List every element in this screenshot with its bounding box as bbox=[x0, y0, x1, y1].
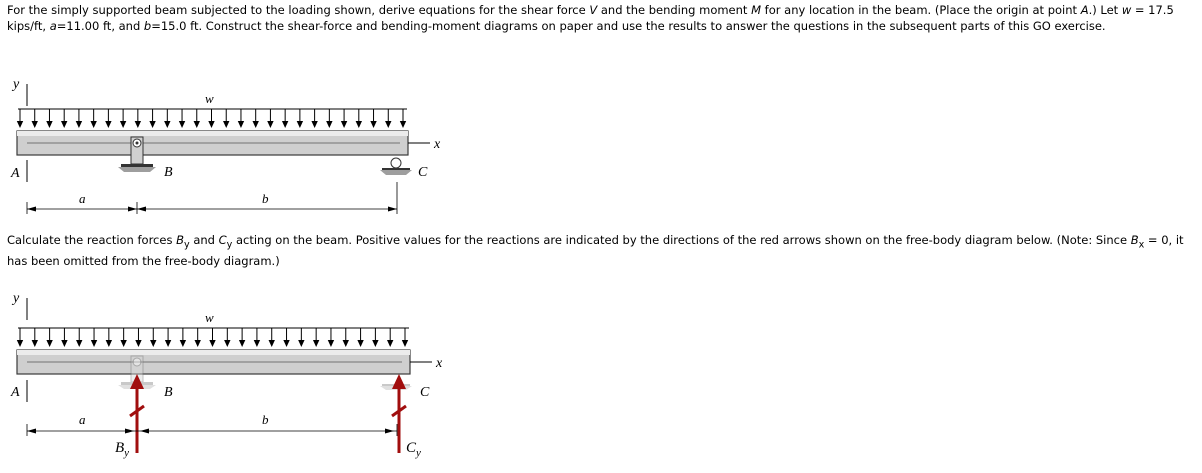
load-arrow-head bbox=[283, 340, 289, 347]
fbd-point-B-label: B bbox=[164, 385, 173, 400]
point-A-label: A bbox=[11, 166, 20, 181]
fbd-point-C-label: C bbox=[420, 385, 430, 400]
fbd-x-axis-label: x bbox=[436, 356, 443, 371]
load-arrow-head bbox=[252, 121, 258, 128]
var-V: V bbox=[589, 3, 598, 17]
load-arrow-head bbox=[357, 340, 363, 347]
load-arrow-head bbox=[17, 340, 23, 347]
load-arrow-head bbox=[254, 340, 260, 347]
load-arrow-head bbox=[313, 340, 319, 347]
distributed-load-arrows bbox=[17, 109, 406, 128]
var-a: a bbox=[49, 19, 57, 33]
dimension-a-label: a bbox=[79, 191, 86, 206]
load-arrow-head bbox=[165, 340, 171, 347]
point-C-label: C bbox=[418, 165, 428, 180]
load-arrow-head bbox=[90, 121, 96, 128]
load-arrow-head bbox=[267, 121, 273, 128]
load-arrow-head bbox=[76, 340, 82, 347]
x-axis-label: x bbox=[434, 137, 441, 152]
load-arrow-head bbox=[32, 340, 38, 347]
load-arrow-head bbox=[311, 121, 317, 128]
load-arrow-head bbox=[180, 340, 186, 347]
load-arrow-head bbox=[32, 121, 38, 128]
load-arrow-head bbox=[385, 121, 391, 128]
load-arrow-head bbox=[326, 121, 332, 128]
var-M: M bbox=[751, 3, 762, 17]
load-arrow-head bbox=[224, 340, 230, 347]
var-A: A bbox=[1080, 3, 1089, 17]
load-arrow-head bbox=[223, 121, 229, 128]
load-arrow-head bbox=[106, 340, 112, 347]
reaction-Cy-label: $C_y$ bbox=[406, 440, 421, 459]
load-arrow-head bbox=[150, 340, 156, 347]
load-arrow-head bbox=[372, 340, 378, 347]
load-arrow-head bbox=[370, 121, 376, 128]
load-arrow-head bbox=[239, 340, 245, 347]
load-arrow-head bbox=[194, 340, 200, 347]
load-w-label: w bbox=[205, 91, 214, 106]
roller-support-C bbox=[380, 158, 412, 175]
reaction-instructions: Calculate the reaction forces $B_y$ and $C_y$ acting on the beam. Positive values for the reactions are indicated by the directions of the red arrows shown on the free-body diagram below. (Note: Since $B_x = 0$, it has been omitted from the free-body diagram.) bbox=[7, 233, 1184, 269]
load-arrow-head bbox=[120, 340, 126, 347]
fbd-point-A-label: A bbox=[11, 385, 20, 400]
load-arrow-head bbox=[149, 121, 155, 128]
y-axis-label: y bbox=[13, 77, 20, 92]
load-arrow-head bbox=[341, 121, 347, 128]
load-arrow-head bbox=[298, 340, 304, 347]
load-arrow-head bbox=[120, 121, 126, 128]
load-arrow-head bbox=[76, 121, 82, 128]
var-b: b bbox=[143, 19, 152, 33]
dimension-b-label: b bbox=[262, 191, 269, 206]
load-arrow-head bbox=[328, 340, 334, 347]
load-arrow-head bbox=[61, 340, 67, 347]
load-arrow-head bbox=[400, 121, 406, 128]
fbd-dimension-a-label: a bbox=[79, 412, 86, 427]
load-arrow-head bbox=[179, 121, 185, 128]
load-arrow-head bbox=[297, 121, 303, 128]
load-arrow-head bbox=[356, 121, 362, 128]
load-arrow-head bbox=[17, 121, 23, 128]
load-arrow-head bbox=[135, 340, 141, 347]
load-arrow-head bbox=[343, 340, 349, 347]
fbd-distributed-load-arrows bbox=[17, 328, 408, 347]
load-arrow-head bbox=[91, 340, 97, 347]
load-arrow-head bbox=[209, 340, 215, 347]
load-arrow-head bbox=[194, 121, 200, 128]
problem-statement: For the simply supported beam subjected to the loading shown, derive equations for the shear force V and the bending moment M for any location in the beam. (Place the origin at point A.) Let w = 17.5 kips/ft, a=11.00 ft, and b=15.0 ft. Construct the shear-force and bending-moment diagrams on paper and use the results to answer the questions in the subsequent parts of this GO exercise. bbox=[7, 3, 1174, 33]
load-arrow-head bbox=[238, 121, 244, 128]
beam-loading-diagram bbox=[0, 72, 1202, 232]
load-arrow-head bbox=[46, 340, 52, 347]
load-arrow-head bbox=[105, 121, 111, 128]
load-arrow-head bbox=[208, 121, 214, 128]
load-arrow-head bbox=[135, 121, 141, 128]
load-arrow-head bbox=[387, 340, 393, 347]
load-arrow-head bbox=[282, 121, 288, 128]
reaction-arrow-Cy bbox=[392, 374, 406, 453]
var-w: w bbox=[1121, 3, 1132, 17]
fbd-y-axis-label: y bbox=[13, 291, 20, 306]
load-arrow-head bbox=[402, 340, 408, 347]
fbd-load-w-label: w bbox=[205, 310, 214, 325]
reaction-By-label: $B_y$ bbox=[115, 440, 130, 459]
load-arrow-head bbox=[269, 340, 275, 347]
load-arrow-head bbox=[46, 121, 52, 128]
fbd-dimension-b-label: b bbox=[262, 412, 269, 427]
point-B-label: B bbox=[164, 165, 173, 180]
load-arrow-head bbox=[61, 121, 67, 128]
load-arrow-head bbox=[164, 121, 170, 128]
reaction-arrow-By bbox=[130, 374, 144, 453]
free-body-diagram bbox=[0, 290, 1202, 470]
